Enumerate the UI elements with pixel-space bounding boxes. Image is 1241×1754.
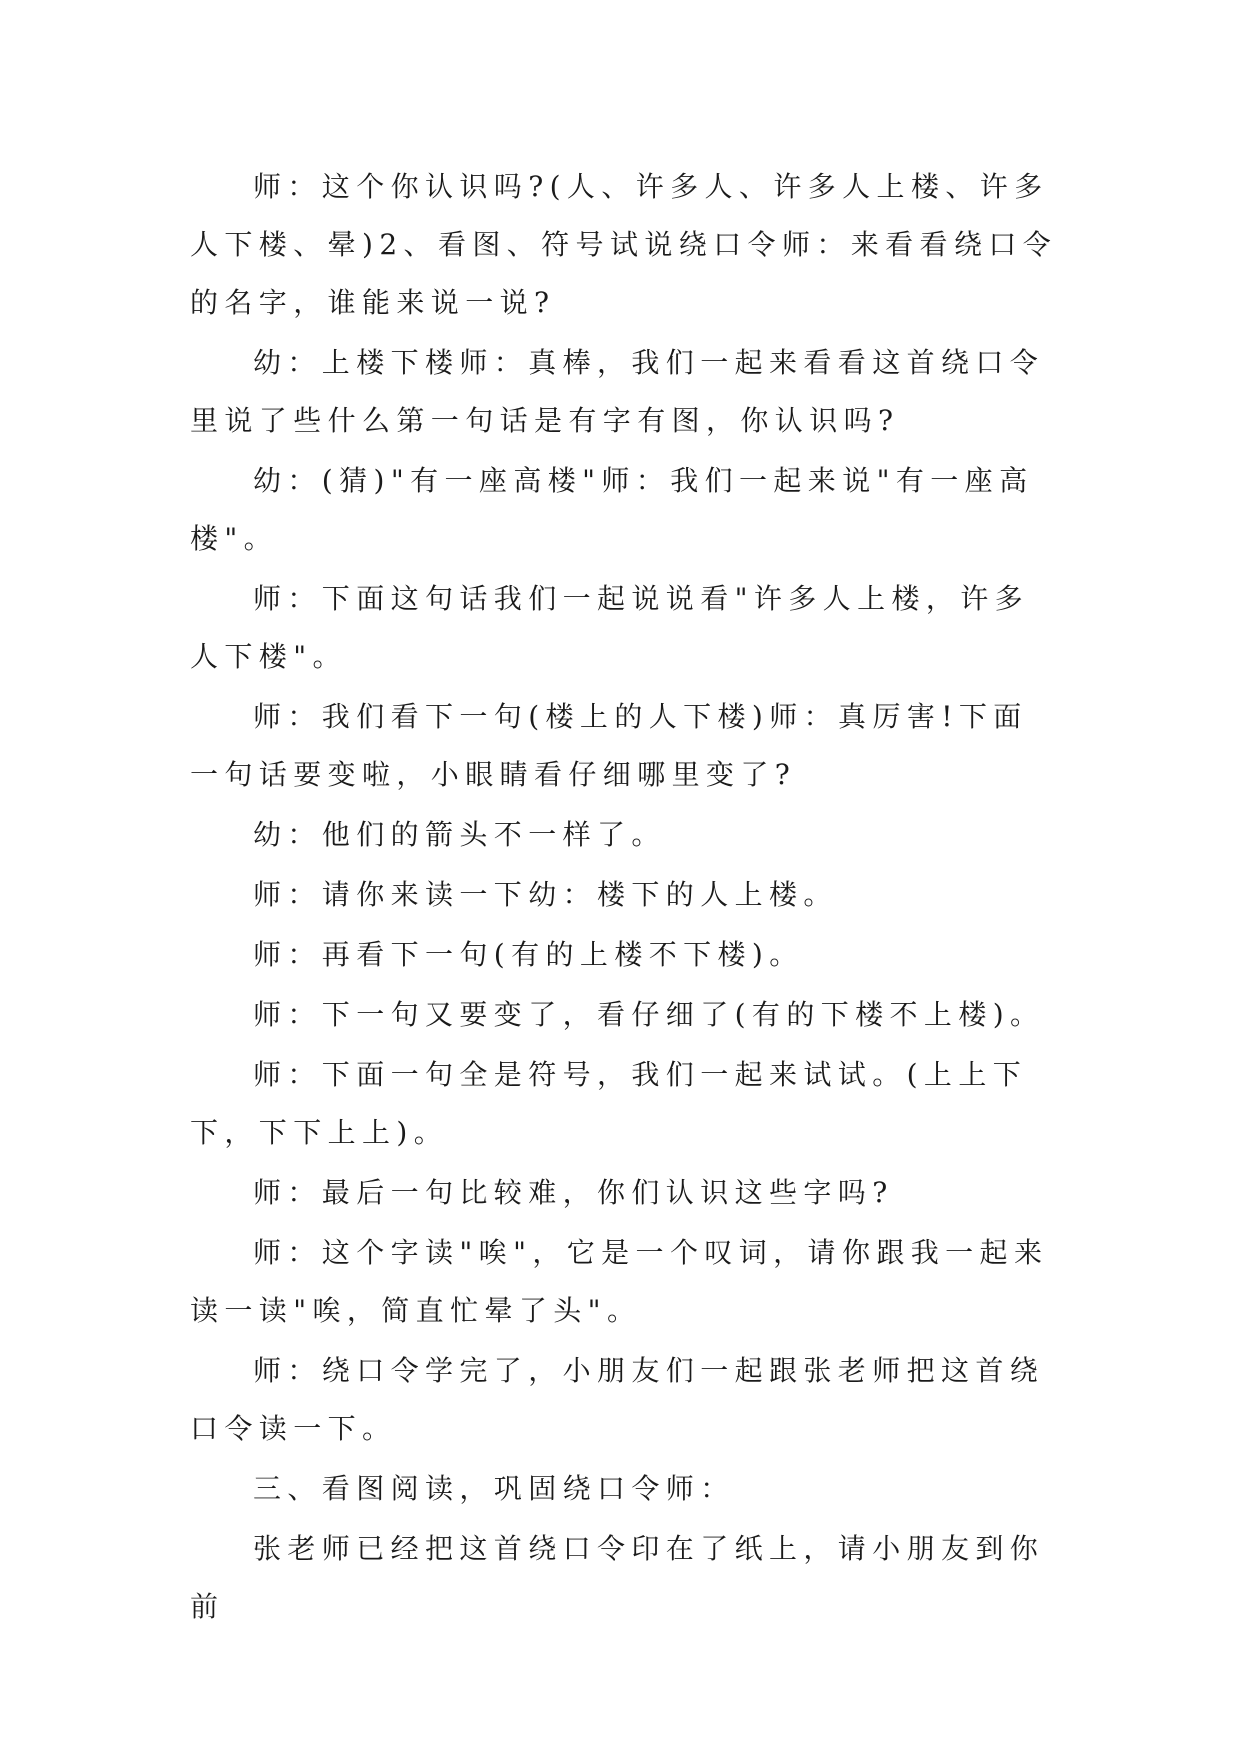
paragraph-14: 三、看图阅读，巩固绕口令师：: [253, 1472, 735, 1505]
paragraph-9: 师：下一句又要变了，看仔细了(有的下楼不上楼)。: [253, 998, 1045, 1031]
paragraph-2: 幼：上楼下楼师：真棒，我们一起来看看这首绕口令里说了些什么第一句话是有字有图，你认识吗?: [190, 346, 1045, 437]
paragraph-15: 张老师已经把这首绕口令印在了纸上，请小朋友到你前: [190, 1532, 1045, 1623]
paragraph-11: 师：最后一句比较难，你们认识这些字吗?: [253, 1176, 894, 1209]
paragraph-3: 幼：(猜)"有一座高楼"师：我们一起来说"有一座高楼"。: [190, 464, 1034, 555]
paragraph-1: 师：这个你认识吗?(人、许多人、许多人上楼、许多人下楼、晕)2、看图、符号试说绕口令师：来看看绕口令的名字，谁能来说一说?: [190, 170, 1058, 319]
paragraph-5: 师：我们看下一句(楼上的人下楼)师：真厉害!下面一句话要变啦，小眼睛看仔细哪里变了?: [190, 700, 1028, 791]
paragraph-8: 师：再看下一句(有的上楼不下楼)。: [253, 938, 804, 971]
paragraph-7: 师：请你来读一下幼：楼下的人上楼。: [253, 878, 838, 911]
paragraph-4: 师：下面这句话我们一起说说看"许多人上楼，许多人下楼"。: [190, 582, 1030, 673]
paragraph-13: 师：绕口令学完了，小朋友们一起跟张老师把这首绕口令读一下。: [190, 1354, 1045, 1445]
document-body: [190, 158, 1060, 1638]
paragraph-6: 幼：他们的箭头不一样了。: [253, 818, 666, 851]
paragraph-12: 师：这个字读"唉"，它是一个叹词，请你跟我一起来读一读"唉，简直忙晕了头"。: [190, 1236, 1049, 1327]
paragraph-10: 师：下面一句全是符号，我们一起来试试。(上上下下，下下上上)。: [190, 1058, 1028, 1149]
